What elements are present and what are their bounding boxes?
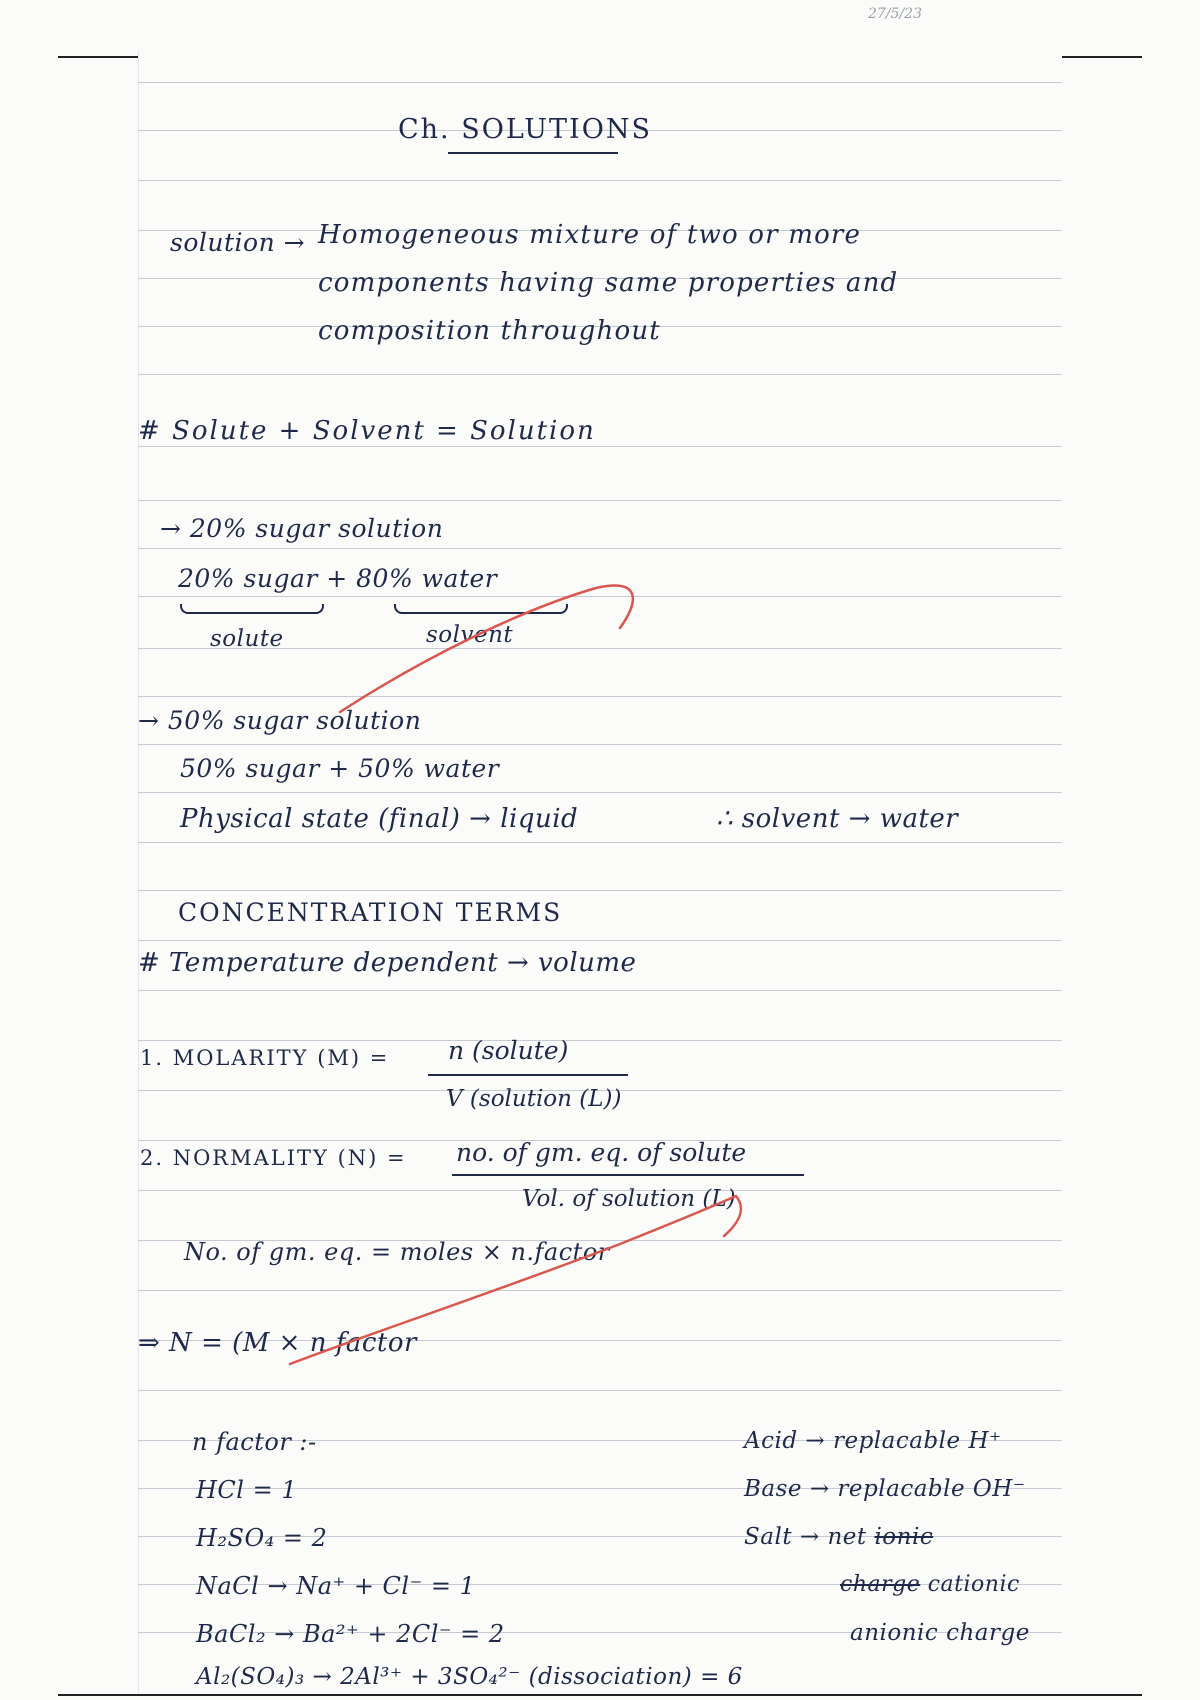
concentration-heading: CONCENTRATION TERMS: [178, 898, 563, 927]
solvent-conclusion: ∴ solvent → water: [716, 804, 959, 834]
salt-struck-word: charge: [840, 1572, 921, 1597]
n-factor-row: HCl = 1: [196, 1476, 298, 1504]
molarity-denominator: V (solution (L)): [446, 1086, 622, 1112]
definition-line-2: components having same properties and: [318, 268, 899, 298]
tick-mark: [340, 586, 633, 712]
molarity-numerator: n (solute): [448, 1036, 569, 1065]
chapter-title: Ch. SOLUTIONS: [398, 114, 652, 145]
gm-eq-formula: No. of gm. eq. = moles × n.factor: [184, 1238, 610, 1266]
definition-term: solution →: [170, 228, 306, 257]
n-factor-row: Al₂(SO₄)₃ → 2Al³⁺ + 3SO₄²⁻ (dissociation) = 6: [196, 1664, 743, 1690]
example2-heading: → 50% sugar solution: [138, 706, 422, 735]
salt-prefix: Salt → net: [744, 1524, 867, 1550]
salt-rule-line-3: anionic charge: [850, 1620, 1030, 1646]
example2-split: 50% sugar + 50% water: [180, 754, 500, 783]
salt-cationic: cationic: [927, 1572, 1020, 1597]
normality-result: ⇒ N = (M × n factor: [138, 1328, 417, 1358]
n-factor-row: BaCl₂ → Ba²⁺ + 2Cl⁻ = 2: [196, 1620, 505, 1648]
solute-label: solute: [210, 626, 284, 652]
normality-label: 2. NORMALITY (N) =: [140, 1146, 407, 1170]
n-factor-row: H₂SO₄ = 2: [196, 1524, 328, 1552]
temperature-note: # Temperature dependent → volume: [138, 948, 637, 978]
acid-rule: Acid → replacable H⁺: [744, 1428, 1002, 1454]
base-rule: Base → replacable OH⁻: [744, 1476, 1026, 1502]
normality-denominator: Vol. of solution (L): [522, 1186, 736, 1212]
salt-struck-word: ionic: [874, 1524, 934, 1550]
physical-state: Physical state (final) → liquid: [180, 804, 579, 834]
example1-split: 20% sugar + 80% water: [178, 564, 498, 593]
n-factor-row: NaCl → Na⁺ + Cl⁻ = 1: [196, 1572, 476, 1600]
tick-mark: [290, 1196, 741, 1364]
molarity-label: 1. MOLARITY (M) =: [140, 1046, 390, 1070]
page-date: 27/5/23: [868, 6, 922, 22]
normality-numerator: no. of gm. eq. of solute: [456, 1138, 747, 1167]
n-factor-heading: n factor :-: [192, 1428, 317, 1456]
example1-heading: → 20% sugar solution: [160, 514, 444, 543]
solvent-label: solvent: [426, 622, 514, 648]
definition-line-3: composition throughout: [318, 316, 661, 346]
solute-solvent-relation: # Solute + Solvent = Solution: [138, 416, 596, 446]
definition-line-1: Homogeneous mixture of two or more: [318, 220, 862, 250]
